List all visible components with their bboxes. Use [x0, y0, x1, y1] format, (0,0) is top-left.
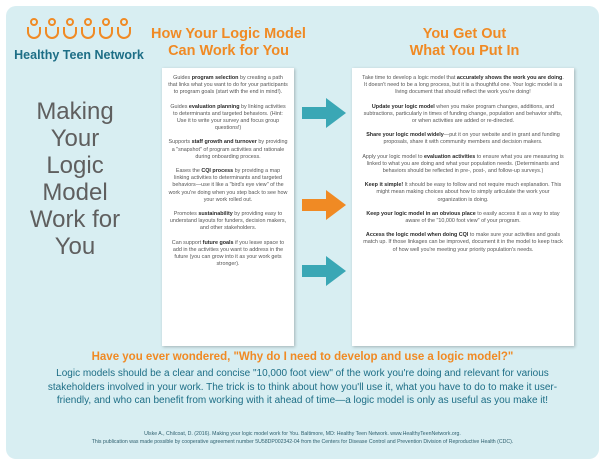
right-item: Access the logic model when doing CQI to make sure your activities and goals match up. If those linkages can be improved, document it in the model to keep track of how well you're meeting your priority population's needs.: [363, 232, 563, 253]
left-item: Eases the CQI process by providing a map linking activities to determinants and targeted behaviors—use it like a "bird's eye view" of the work you're doing when you step back to see how your work rolled out.: [168, 168, 288, 203]
heading-line: What You Put In: [409, 43, 520, 59]
right-item: Apply your logic model to evaluation activities to ensure what you are measuring is linked to what you are doing and what your population needs. (Determinants and behaviors should be reflected in pre-, post-, and follow-up surveys.): [362, 153, 564, 175]
arrow-right-icon: [302, 188, 346, 222]
healthy-teen-network-logo: [14, 18, 144, 88]
heading-line: Can Work for You: [168, 43, 289, 59]
citation-line: This publication was made possible by cooperative agreement number 5U58DP002342-04 from the Centers for Disease Control and Prevention Division of Reproductive Health (CDC).: [91, 438, 514, 445]
left-item: Guides program selection by creating a path that links what you want to do for your participants to program goals (start with the end in mind!).: [168, 75, 288, 96]
left-item: Promotes sustainability by providing easy to understand layouts for funders, decision makers, and other stakeholders.: [169, 211, 287, 232]
right-column-heading: [357, 26, 572, 60]
left-item: Supports staff growth and turnover by providing a "snapshot" of program activities and rationale during onboarding process.: [168, 139, 288, 160]
logo-text: Healthy Teen Network: [14, 48, 144, 62]
right-item: Keep your logic model in an obvious place to easily access it as a way to stay aware of the "10,000 foot view" of your program.: [366, 210, 560, 225]
left-item: Guides evaluation planning by linking activities to determinants and targeted behaviors. (Hint: Use it to write your survey and focus group questions!): [170, 103, 286, 132]
right-item: Share your logic model widely—put it on your website and in grant and funding proposals, share it with community members and decision makers.: [366, 132, 560, 146]
title-line: You: [54, 233, 96, 260]
right-card: [352, 68, 574, 346]
left-column-heading: [151, 26, 306, 60]
title-line: Making: [36, 98, 114, 125]
right-item: Keep it simple! It should be easy to follow and not require much explanation. This might mean making choices about how to simply articulate the work your organization is doing.: [364, 182, 562, 203]
title-line: Model: [42, 179, 108, 206]
logo-figures-icon: [14, 18, 144, 40]
arrow-shape: [302, 190, 346, 220]
right-item: Update your logic model when you make program changes, additions, and subtractions, particularly in times of funding change, population and behavior shifts, or when activities are added or re-directed.: [363, 103, 563, 125]
arrow-shape: [302, 98, 346, 128]
question-heading: Have you ever wondered, "Why do I need to develop and use a logic model?": [91, 351, 514, 363]
title-line: Work for: [29, 206, 121, 233]
right-item: Take time to develop a logic model that accurately shows the work you are doing. It doesn't need to be a long process, but it is a thoughtful one. Your logic model is a living document that should reflect the work you're doing!: [362, 75, 564, 96]
title-line: Your: [50, 125, 100, 152]
citation-line: Ulske A., Chilcoat, D. (2016). Making your logic model work for You. Baltimore, MD: Healthy Teen Network. www.HealthyTeenNetwork.org.: [144, 431, 461, 437]
heading-line: How Your Logic Model: [151, 26, 306, 42]
summary-text: Logic models should be a clear and concise "10,000 foot view" of the work you're doing and relevant for various stakeholders involved in your work. The trick is to think about how you'll use it, what you have to do to make it user-friendly, and who can benefit from working with it ahead of time—a logic model is only as useful as you make it!: [47, 368, 558, 407]
page-title: [14, 98, 136, 260]
arrow-right-icon: [302, 96, 346, 130]
arrow-right-icon: [302, 254, 346, 288]
title-line: Logic: [46, 152, 104, 179]
citation: [20, 431, 585, 446]
heading-line: You Get Out: [422, 26, 507, 42]
arrow-shape: [302, 256, 346, 286]
left-item: Can support future goals if you leave space to add in the activities you want to address in the future (you can grow into it as your work gets stronger).: [171, 239, 285, 268]
left-card: [162, 68, 294, 346]
